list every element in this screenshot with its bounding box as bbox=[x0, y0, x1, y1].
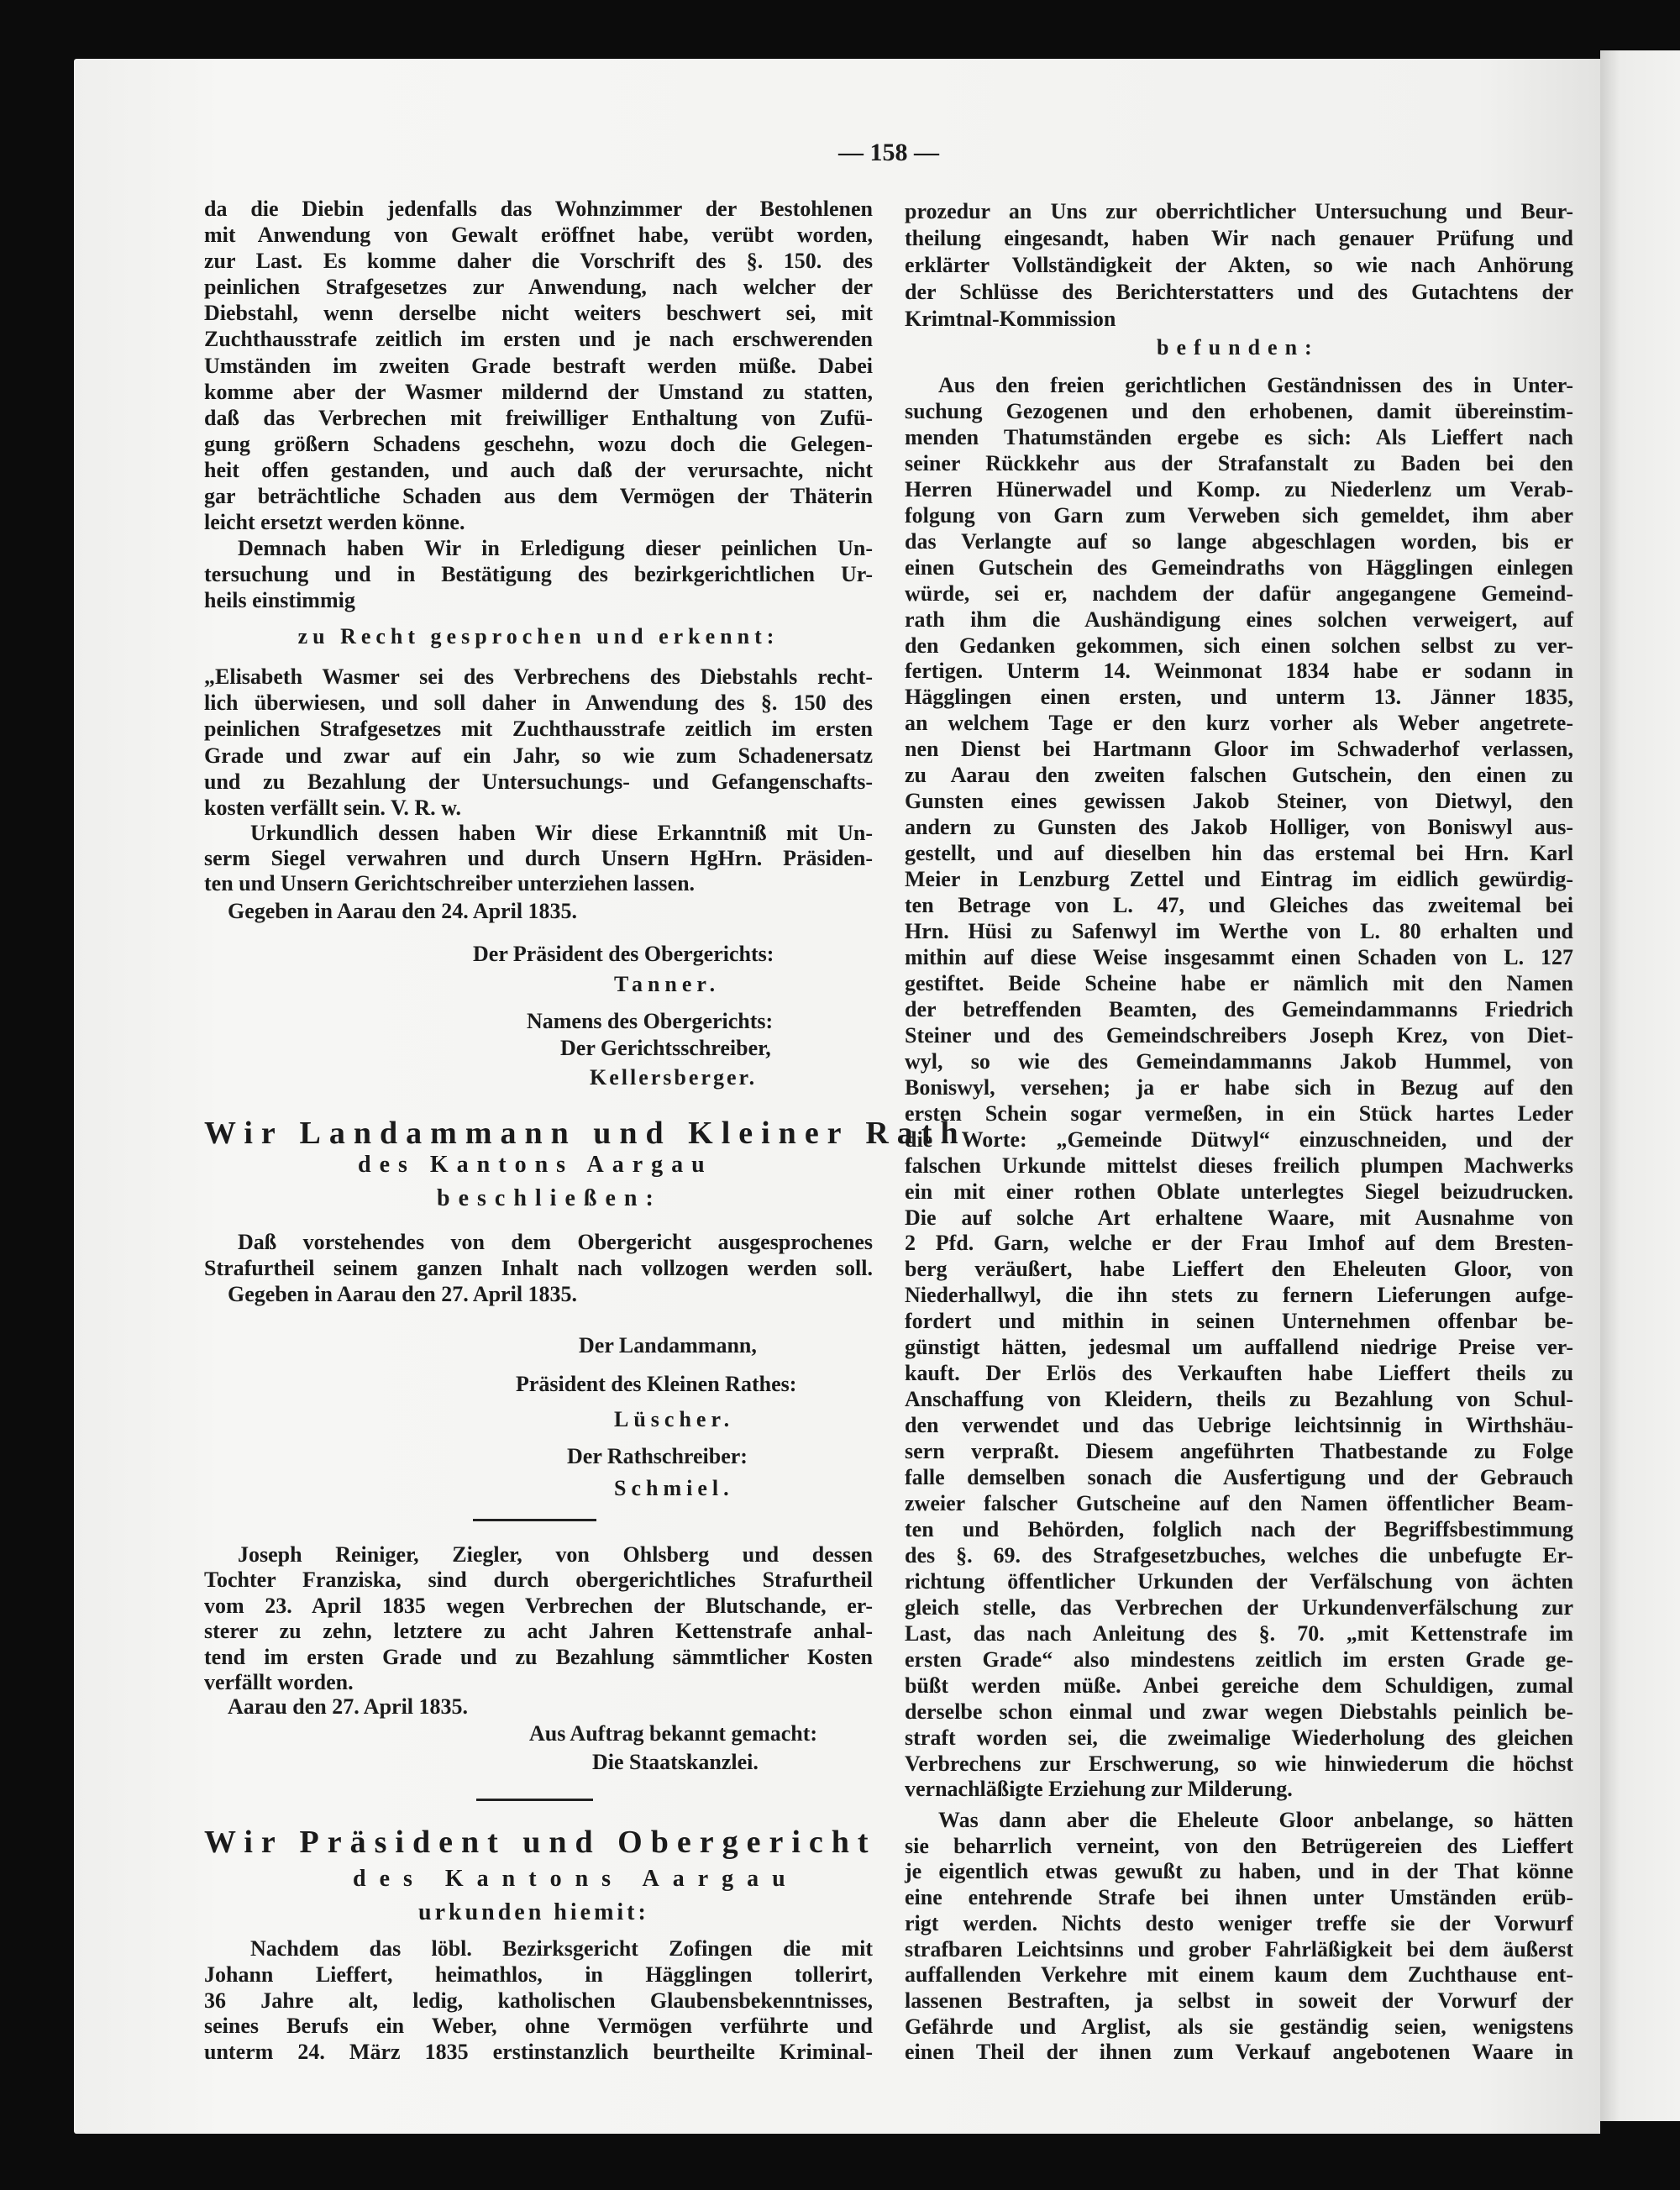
text-line: derselbe schon einmal und zwar wegen Diebstahls peinlich be- bbox=[905, 1699, 1573, 1724]
paragraph bbox=[204, 535, 873, 613]
decree-subheading: des Kantons Aargau bbox=[358, 1152, 713, 1178]
text-line: strafbaren Leichtsinns und grober Fahrläßigkeit bei dem äußerst bbox=[905, 1936, 1573, 1962]
text-line: mit Anwendung von Gewalt eröffnet habe, verübt worden, bbox=[204, 223, 873, 248]
text-line: an welchem Tage er den kurz vorher als Weber angetrete- bbox=[905, 711, 1573, 736]
paragraph bbox=[204, 821, 873, 896]
text-line: leicht ersetzt werden könne. bbox=[204, 510, 465, 535]
text-line: menden Thatumständen ergebe es sich: Als Lieffert nach bbox=[905, 424, 1573, 449]
text-line: zweier falscher Gutscheine auf den Namen öffentlicher Beam- bbox=[905, 1490, 1573, 1515]
text-line: je eigentlich etwas gewußt zu haben, und in der That könne bbox=[905, 1859, 1573, 1884]
signature-title: Präsident des Kleinen Rathes: bbox=[516, 1372, 797, 1396]
verdict-heading: zu Recht gesprochen und erkennt: bbox=[297, 624, 780, 649]
text-line: prozedur an Uns zur oberrichtlicher Untersuchung und Beur- bbox=[905, 199, 1573, 223]
text-line: Daß vorstehendes von dem Obergericht ausgesprochenes bbox=[238, 1230, 873, 1254]
text-line: büßt werden müße. Anbei gereiche dem Schuldigen, zumal bbox=[905, 1673, 1573, 1698]
paragraph bbox=[204, 1936, 873, 2066]
text-line: einen Gutschein des Gemeindraths von Hägglingen einlegen bbox=[905, 554, 1573, 580]
text-line: andern zu Gunsten des Jakob Holliger, von Boniswyl aus- bbox=[905, 815, 1573, 840]
text-line: seines Berufs ein Weber, ohne Vermögen verführte und bbox=[204, 2014, 873, 2039]
text-line: zur Last. Es komme daher die Vorschrift des §. 150. des bbox=[204, 249, 873, 274]
text-line: Urkundlich dessen haben Wir diese Erkanntniß mit Un- bbox=[250, 821, 873, 845]
text-line: Last, das nach Anleitung des §. 70. „mit Kettenstrafe im bbox=[905, 1620, 1573, 1646]
signature-title: Der Landammann, bbox=[579, 1333, 757, 1358]
text-line: straft worden sei, die zweimalige Wiederholung des gleichen bbox=[905, 1725, 1573, 1750]
text-line: suchung Gezogenen und den erhobenen, damit übereinstim- bbox=[905, 398, 1573, 423]
text-line: die Worte: „Gemeinde Dütwyl“ einzuschneiden, und der bbox=[905, 1127, 1573, 1152]
text-line: 2 Pfd. Garn, welche er der Frau Imhof auf dem Bresten- bbox=[905, 1231, 1573, 1256]
text-line: einen Theil der ihnen zum Verkauf angebotenen Waare in bbox=[905, 2040, 1573, 2065]
signature-title: Namens des Obergerichts: bbox=[527, 1009, 774, 1033]
text-line: peinlichen Strafgesetzes mit Zuchthausstrafe zeitlich im ersten bbox=[204, 717, 873, 742]
text-line: Hägglingen einen ersten, und unterm 13. Jänner 1835, bbox=[905, 685, 1573, 710]
paragraph bbox=[905, 1808, 1573, 2066]
text-line: daß das Verbrechen mit freiwilliger Enthaltung von Zufü- bbox=[204, 405, 873, 430]
text-line: Was dann aber die Eheleute Gloor anbelange, so hätten bbox=[938, 1808, 1573, 1832]
decree-verb: urkunden hiemit: bbox=[418, 1899, 649, 1925]
text-line: würde, sei er, nachdem der dafür angegangene Gemeind- bbox=[905, 580, 1573, 606]
text-line: da die Diebin jedenfalls das Wohnzimmer der Bestohlenen bbox=[204, 197, 873, 221]
text-line: des §. 69. des Strafgesetzbuches, welches die unbefugte Er- bbox=[905, 1542, 1573, 1568]
text-line: vom 23. April 1835 wegen Verbrechen der Blutschande, er- bbox=[204, 1593, 873, 1618]
text-line: tersuchung und in Bestätigung des bezirkgerichtlichen Ur- bbox=[204, 562, 873, 586]
text-line: gestellt, und auf dieselben hin das erstemal bei Hrn. Karl bbox=[905, 841, 1573, 866]
text-line: Niederhallwyl, die ihn stets zu fernern Lieferungen aufge- bbox=[905, 1283, 1573, 1308]
text-line: sern verpraßt. Diesem angeführten Thatbestande zu Folge bbox=[905, 1439, 1573, 1464]
text-line: Johann Lieffert, heimathlos, in Hägglingen tollerirt, bbox=[204, 1962, 873, 1987]
text-line: und zu Bezahlung der Untersuchungs- und Gefangenschafts- bbox=[204, 769, 873, 794]
text-line: seiner Rückkehr aus der Strafanstalt zu Baden bei den bbox=[905, 450, 1573, 475]
text-line: Aus den freien gerichtlichen Geständnissen des in Unter- bbox=[938, 373, 1573, 397]
text-line: wyl, so wie des Gemeindammanns Jakob Hummel, von bbox=[905, 1048, 1573, 1074]
text-line: eine entehrende Strafe bei ihnen unter Umständen erüb- bbox=[905, 1885, 1573, 1910]
section-divider bbox=[476, 1799, 593, 1801]
paragraph bbox=[905, 198, 1573, 333]
text-line: heils einstimmig bbox=[204, 588, 355, 612]
text-line: fordert und mithin in seinen Unternehmen offenbar be- bbox=[905, 1309, 1573, 1334]
signature-title: Der Rathschreiber: bbox=[567, 1444, 748, 1468]
text-line: lich überwiesen, und soll daher in Anwendung des §. 150 des bbox=[204, 691, 873, 716]
signature-name: Tanner. bbox=[614, 972, 721, 996]
text-line: Gunsten eines gewissen Jakob Steiner, von Dietwyl, den bbox=[905, 789, 1573, 814]
text-line: „Elisabeth Wasmer sei des Verbrechens des Diebstahls recht- bbox=[204, 664, 873, 689]
text-line: ten und Unsern Gerichtschreiber unterziehen lassen. bbox=[204, 871, 696, 895]
text-line: fertigen. Unterm 14. Weinmonat 1834 habe er sodann in bbox=[905, 659, 1573, 684]
text-line: der Schlüsse des Berichterstatters und des Gutachtens der bbox=[905, 280, 1573, 304]
text-line: mithin auf diese Weise insgesammt einen Schaden von L. 127 bbox=[905, 944, 1573, 969]
text-line: zu Aarau den zweiten falschen Gutschein, den einen zu bbox=[905, 763, 1573, 788]
text-line: Verbrechens zur Erschwerung, so wie hinwiederum die höchst bbox=[905, 1751, 1573, 1776]
decree-heading: Wir Landammann und Kleiner Rath bbox=[204, 1116, 967, 1151]
text-line: ersten Grade“ also mindestens zeitlich im ersten Grade ge- bbox=[905, 1646, 1573, 1672]
verdict-paragraph bbox=[204, 664, 873, 821]
findings-heading: befunden: bbox=[1157, 335, 1320, 360]
text-line: sterer zu zehn, letztere zu acht Jahren Kettenstrafe anhal- bbox=[204, 1619, 873, 1644]
text-line: nen Dienst bei Hartmann Gloor im Schwaderhof verlassen, bbox=[905, 737, 1573, 762]
text-line: Diebstahl, wenn derselbe nicht weiters beschwert sei, mit bbox=[204, 301, 873, 326]
section-divider bbox=[473, 1519, 596, 1521]
text-line: Hrn. Hüsi zu Safenwyl im Werthe von L. 80 erhalten und bbox=[905, 919, 1573, 944]
text-line: rigt werden. Nichts desto weniger treffe sie der Vorwurf bbox=[905, 1910, 1573, 1935]
text-line: Demnach haben Wir in Erledigung dieser peinlichen Un- bbox=[238, 536, 873, 560]
text-line: der betreffenden Beamten, des Gemeindammanns Friedrich bbox=[905, 996, 1573, 1021]
text-line: Die auf solche Art erhaltene Waare, mit Ausnahme von bbox=[905, 1205, 1573, 1230]
text-line: Tochter Franziska, sind durch obergerichtliches Strafurtheil bbox=[204, 1568, 873, 1593]
text-line: serm Siegel verwahren und durch Unsern HgHrn. Präsiden- bbox=[204, 846, 873, 870]
text-line: den Gedanken gekommen, sich einen solchen selbst zu ver- bbox=[905, 633, 1573, 658]
text-line: Meier in Lenzburg Zettel und Eintrag im eidlich gewürdig- bbox=[905, 867, 1573, 892]
text-line: gleich stelle, das Verbrechen der Urkundenverfälschung zur bbox=[905, 1594, 1573, 1620]
signature-name: Die Staatskanzlei. bbox=[592, 1750, 759, 1774]
text-line: unterm 24. März 1835 erstinstanzlich beurtheilte Kriminal- bbox=[204, 2040, 873, 2065]
text-line: theilung eingesandt, haben Wir nach genauer Prüfung und bbox=[905, 226, 1573, 250]
signature-title: Der Präsident des Obergerichts: bbox=[473, 942, 774, 966]
text-line: falle demselben sonach die Ausfertigung und der Gebrauch bbox=[905, 1465, 1573, 1490]
text-line: Boniswyl, versehen; ja er habe sich in Bezug auf den bbox=[905, 1074, 1573, 1100]
text-line: heit offen gestanden, und auch daß der verursachte, nicht bbox=[204, 457, 873, 482]
text-line: erklärter Vollständigkeit der Akten, so wie nach Anhörung bbox=[905, 253, 1573, 277]
page-number: — 158 — bbox=[838, 139, 939, 166]
text-line: gar beträchtliche Schaden aus dem Vermögen der Thäterin bbox=[204, 484, 873, 509]
text-line: gestiftet. Beide Scheine habe er nämlich mit den Namen bbox=[905, 970, 1573, 995]
notice-paragraph bbox=[204, 1542, 873, 1695]
text-line: Herren Hünerwadel und Komp. zu Niederlenz um Verab- bbox=[905, 476, 1573, 502]
decree-heading: Wir Präsident und Obergericht bbox=[204, 1825, 877, 1860]
text-line: sie beharrlich verneint, von den Betrügereien des Lieffert bbox=[905, 1833, 1573, 1858]
text-line: ten und Behörden, folglich nach der Begriffsbestimmung bbox=[905, 1516, 1573, 1541]
text-line: komme aber der Wasmer mildernd der Umstand zu statten, bbox=[204, 379, 873, 404]
text-line: das Verlangte auf so lange abgeschlagen worden, bis er bbox=[905, 528, 1573, 554]
text-line: Strafurtheil seinem ganzen Inhalt nach vollzogen werden soll. bbox=[204, 1256, 873, 1280]
decree-verb: beschließen: bbox=[437, 1185, 662, 1211]
text-line: Joseph Reiniger, Ziegler, von Ohlsberg und dessen bbox=[238, 1542, 873, 1567]
date-line: Aarau den 27. April 1835. bbox=[228, 1694, 469, 1719]
signature-name: Lüscher. bbox=[614, 1407, 735, 1431]
text-line: berg veräußert, habe Lieffert den Eheleuten Gloor, von bbox=[905, 1257, 1573, 1282]
signature-title: Aus Auftrag bekannt gemacht: bbox=[529, 1721, 818, 1746]
text-line: günstigt hätten, jedesmal um auffallend niedrige Preise ver- bbox=[905, 1335, 1573, 1360]
text-line: richtung öffentlicher Urkunden der Verfälschung von ächten bbox=[905, 1568, 1573, 1594]
paragraph bbox=[204, 196, 873, 535]
text-line: Anschaffung von Kleidern, theils zu Bezahlung von Schul- bbox=[905, 1387, 1573, 1412]
text-line: peinlichen Strafgesetzes zur Anwendung, nach welcher der bbox=[204, 275, 873, 300]
signature-name: Kellersberger. bbox=[590, 1065, 758, 1090]
text-line: Nachdem das löbl. Bezirksgericht Zofingen die mit bbox=[250, 1936, 873, 1961]
paragraph bbox=[204, 1229, 873, 1281]
signature-name: Schmiel. bbox=[614, 1476, 734, 1500]
text-line: ein mit einer rothen Oblate unterlegtes Siegel beizudrucken. bbox=[905, 1179, 1573, 1204]
text-line: tend im ersten Grade und zu Bezahlung sämmtlicher Kosten bbox=[204, 1644, 873, 1669]
text-line: kosten verfällt sein. V. R. w. bbox=[204, 796, 461, 821]
text-line: rath ihm die Aushändigung eines solchen verweigert, auf bbox=[905, 607, 1573, 632]
text-line: den verwendet und das Uebrige leichtsinnig in Wirthshäu- bbox=[905, 1413, 1573, 1438]
text-line: verfällt worden. bbox=[204, 1670, 354, 1695]
text-line: lassenen Bestraften, ja selbst in soweit der Vorwurf der bbox=[905, 1988, 1573, 2013]
text-line: ersten Schein sogar vermeßen, in ein Stück hartes Leder bbox=[905, 1100, 1573, 1126]
date-line: Gegeben in Aarau den 24. April 1835. bbox=[228, 899, 578, 923]
text-line: auffallenden Verkehre mit einem kaum dem Zuchthause ent- bbox=[905, 1962, 1573, 1988]
text-line: falschen Urkunde mittelst dieses freilich plumpen Machwerks bbox=[905, 1153, 1573, 1178]
date-line: Gegeben in Aarau den 27. April 1835. bbox=[228, 1282, 578, 1306]
findings-paragraph bbox=[905, 373, 1573, 1803]
text-line: ten Betrage von L. 47, und Gleiches das zweitemal bei bbox=[905, 893, 1573, 918]
text-line: gung größern Schadens geschehn, wozu doch die Gelegen- bbox=[204, 431, 873, 456]
adjacent-page-edge bbox=[1600, 50, 1680, 2121]
text-line: 36 Jahre alt, ledig, katholischen Glaubensbekenntnisses, bbox=[204, 1988, 873, 2013]
text-line: folgung von Garn zum Verweben sich gemeldet, ihm aber bbox=[905, 502, 1573, 528]
text-line: vernachläßigte Erziehung zur Milderung. bbox=[905, 1777, 1293, 1802]
decree-subheading: des Kantons Aargau bbox=[353, 1866, 799, 1892]
text-line: Steiner und des Gemeindschreibers Joseph Krez, von Diet- bbox=[905, 1022, 1573, 1048]
text-line: kauft. Der Erlös des Verkauften habe Lieffert theils zu bbox=[905, 1361, 1573, 1386]
text-line: Grade und zwar auf ein Jahr, so wie zum Schadenersatz bbox=[204, 743, 873, 768]
text-line: Umständen im zweiten Grade bestraft werden müße. Dabei bbox=[204, 353, 873, 378]
signature-title: Der Gerichtsschreiber, bbox=[560, 1036, 771, 1060]
text-line: Zuchthausstrafe zeitlich im ersten und je nach erschwerenden bbox=[204, 327, 873, 352]
text-line: Krimtnal-Kommission bbox=[905, 307, 1116, 331]
text-line: Gefährde und Arglist, als sie geständig seien, wenigstens bbox=[905, 2014, 1573, 2039]
